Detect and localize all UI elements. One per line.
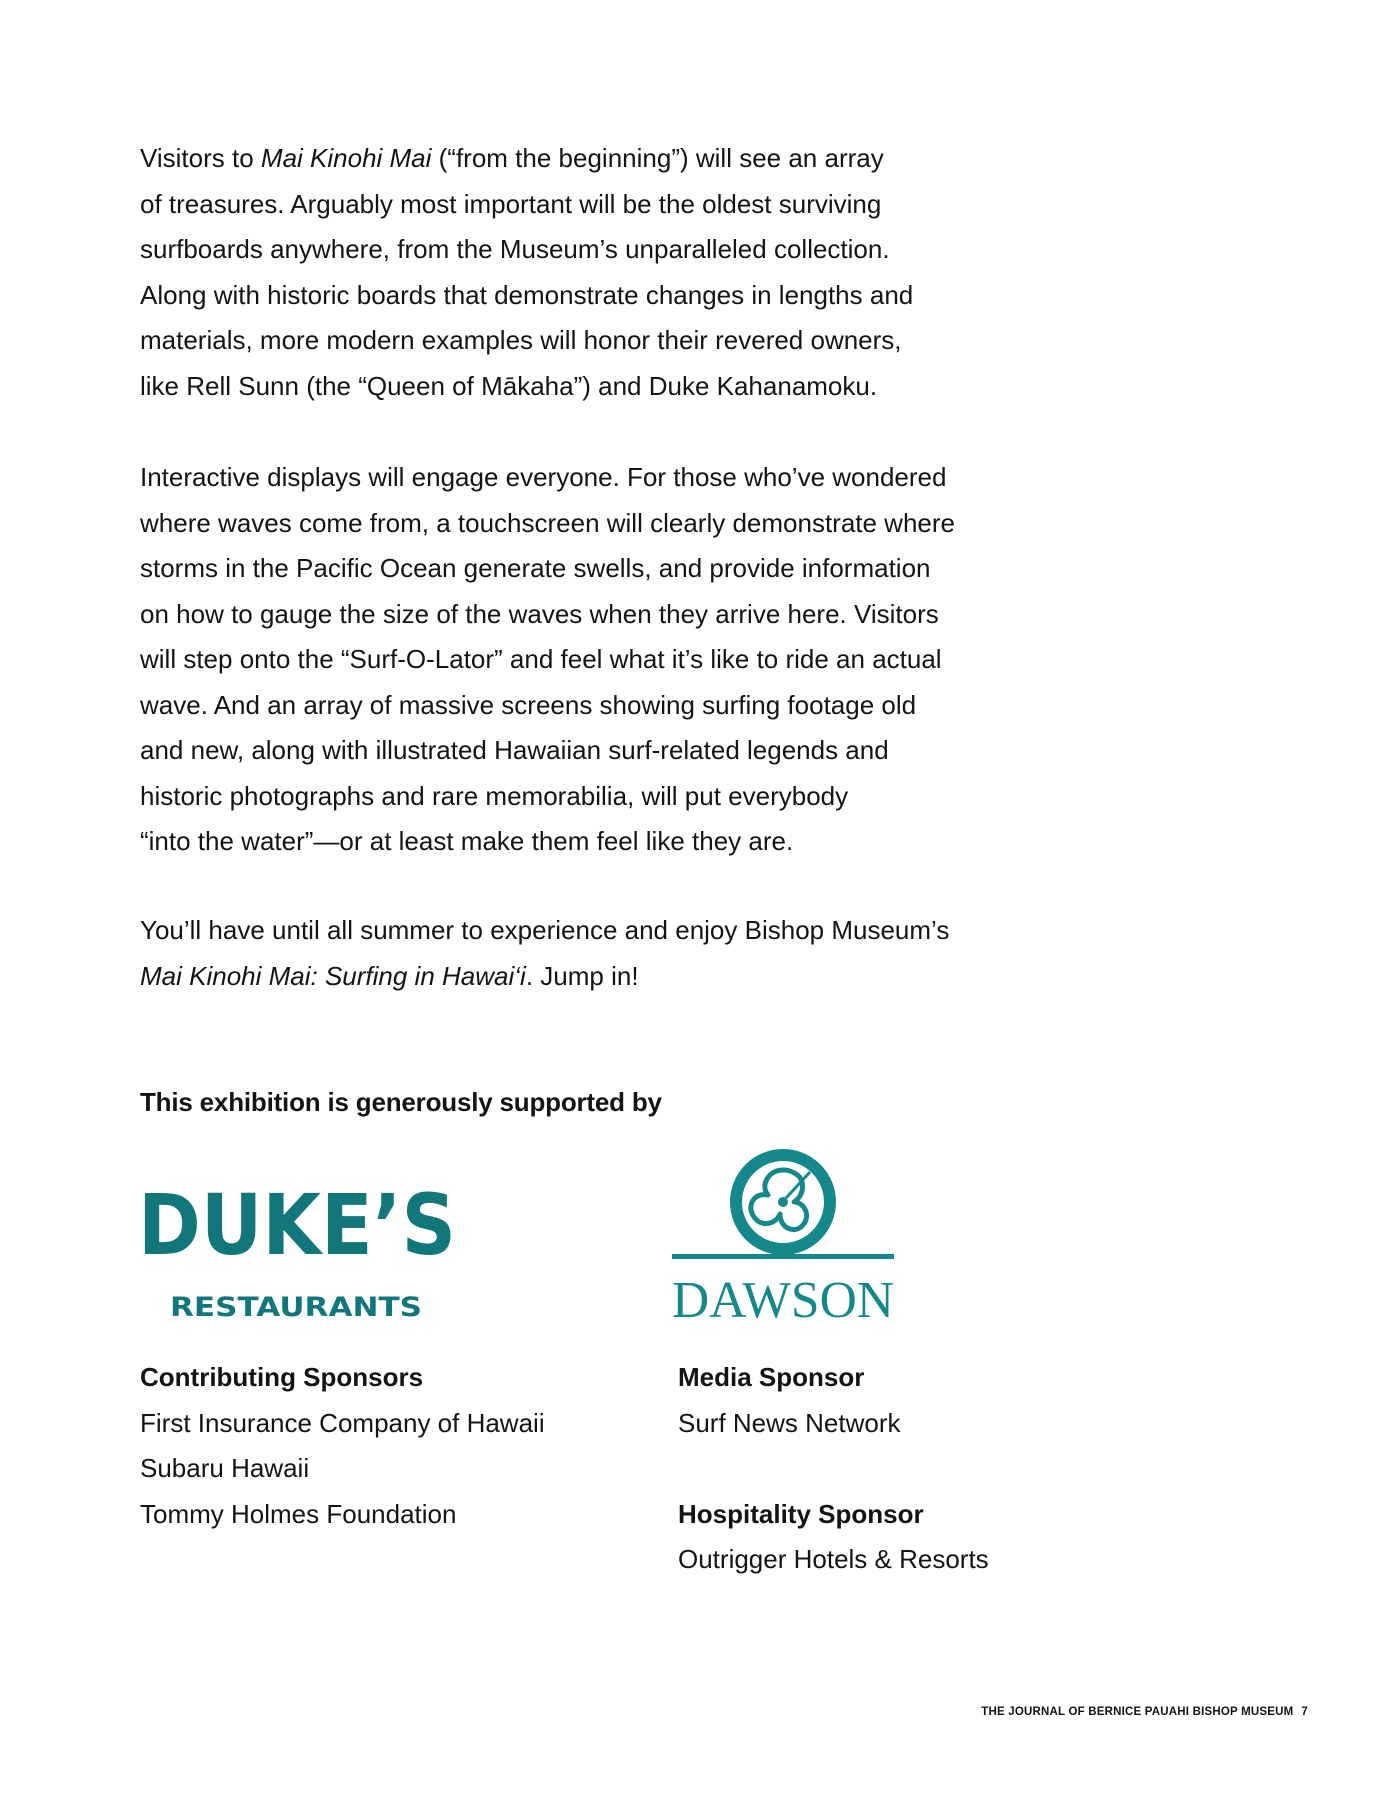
text-line: surfboards anywhere, from the Museum’s unparalleled collection. <box>140 234 890 264</box>
exhibition-title-italic: Mai Kinohi Mai <box>260 143 432 173</box>
hospitality-sponsor-heading: Hospitality Sponsor <box>678 1498 924 1529</box>
text-line: Along with historic boards that demonstrate changes in lengths and <box>140 279 914 310</box>
dawson-divider <box>672 1254 894 1259</box>
page-footer <box>981 1706 1308 1718</box>
dukes-logo-subtitle: RESTAURANTS <box>170 1292 422 1322</box>
text-line: wave. And an array of massive screens showing surfing footage old <box>140 689 917 720</box>
paragraph-treasures <box>140 136 1040 409</box>
text-span: . Jump in! <box>525 960 639 991</box>
sponsor-item: Outrigger Hotels & Resorts <box>678 1544 989 1574</box>
text-line: You’ll have until all summer to experience and enjoy Bishop Museum’s <box>140 915 950 945</box>
support-heading: This exhibition is generously supported by <box>140 1087 662 1117</box>
media-hospitality-sponsors <box>678 1355 989 1583</box>
paragraph-closing <box>140 908 1040 999</box>
sponsor-item: Surf News Network <box>678 1407 901 1438</box>
paragraph-interactive-displays <box>140 455 1040 865</box>
text-line: materials, more modern examples will honor their revered owners, <box>140 325 902 355</box>
text-line: and new, along with illustrated Hawaiian surf-related legends and <box>140 735 889 765</box>
text-line <box>140 954 1040 1000</box>
dukes-restaurants-logo <box>138 1172 458 1322</box>
text-span: (“from the beginning”) will see an array <box>431 143 884 173</box>
spacer <box>678 1446 989 1492</box>
contributing-sponsors-heading: Contributing Sponsors <box>140 1362 424 1392</box>
text-span: Visitors to <box>140 143 261 173</box>
sponsor-item: Tommy Holmes Foundation <box>140 1498 457 1529</box>
text-line: historic photographs and rare memorabilia, will put everybody <box>140 780 849 811</box>
text-line: will step onto the “Surf-O-Lator” and feel what it’s like to ride an actual <box>140 644 942 674</box>
text-line <box>140 136 1040 182</box>
text-line: “into the water”—or at least make them feel like they are. <box>140 826 794 856</box>
dawson-logo <box>672 1140 894 1320</box>
text-line: where waves come from, a touchscreen will clearly demonstrate where <box>140 507 956 538</box>
page-number: 7 <box>1301 1706 1308 1718</box>
dukes-logo-wordmark: DUKE’S <box>138 1176 456 1274</box>
text-line: on how to gauge the size of the waves when they arrive here. Visitors <box>140 598 939 629</box>
media-sponsor-heading: Media Sponsor <box>678 1362 865 1392</box>
dawson-wordmark: DAWSON <box>672 1272 894 1320</box>
hibiscus-icon <box>736 1155 830 1249</box>
sponsor-item: Subaru Hawaii <box>140 1453 310 1483</box>
text-line: Interactive displays will engage everyone. For those who’ve wondered <box>140 462 947 492</box>
exhibition-title-italic: Mai Kinohi Mai: Surfing in Hawai‘i <box>140 960 526 991</box>
text-line: like Rell Sunn (the “Queen of Mākaha”) and Duke Kahanamoku. <box>140 370 878 401</box>
sponsor-item: First Insurance Company of Hawaii <box>140 1407 545 1438</box>
text-line: storms in the Pacific Ocean generate swells, and provide information <box>140 553 931 583</box>
contributing-sponsors <box>140 1355 545 1537</box>
text-line: of treasures. Arguably most important will be the oldest surviving <box>140 188 882 219</box>
journal-title: THE JOURNAL OF BERNICE PAUAHI BISHOP MUSEUM <box>981 1706 1294 1718</box>
